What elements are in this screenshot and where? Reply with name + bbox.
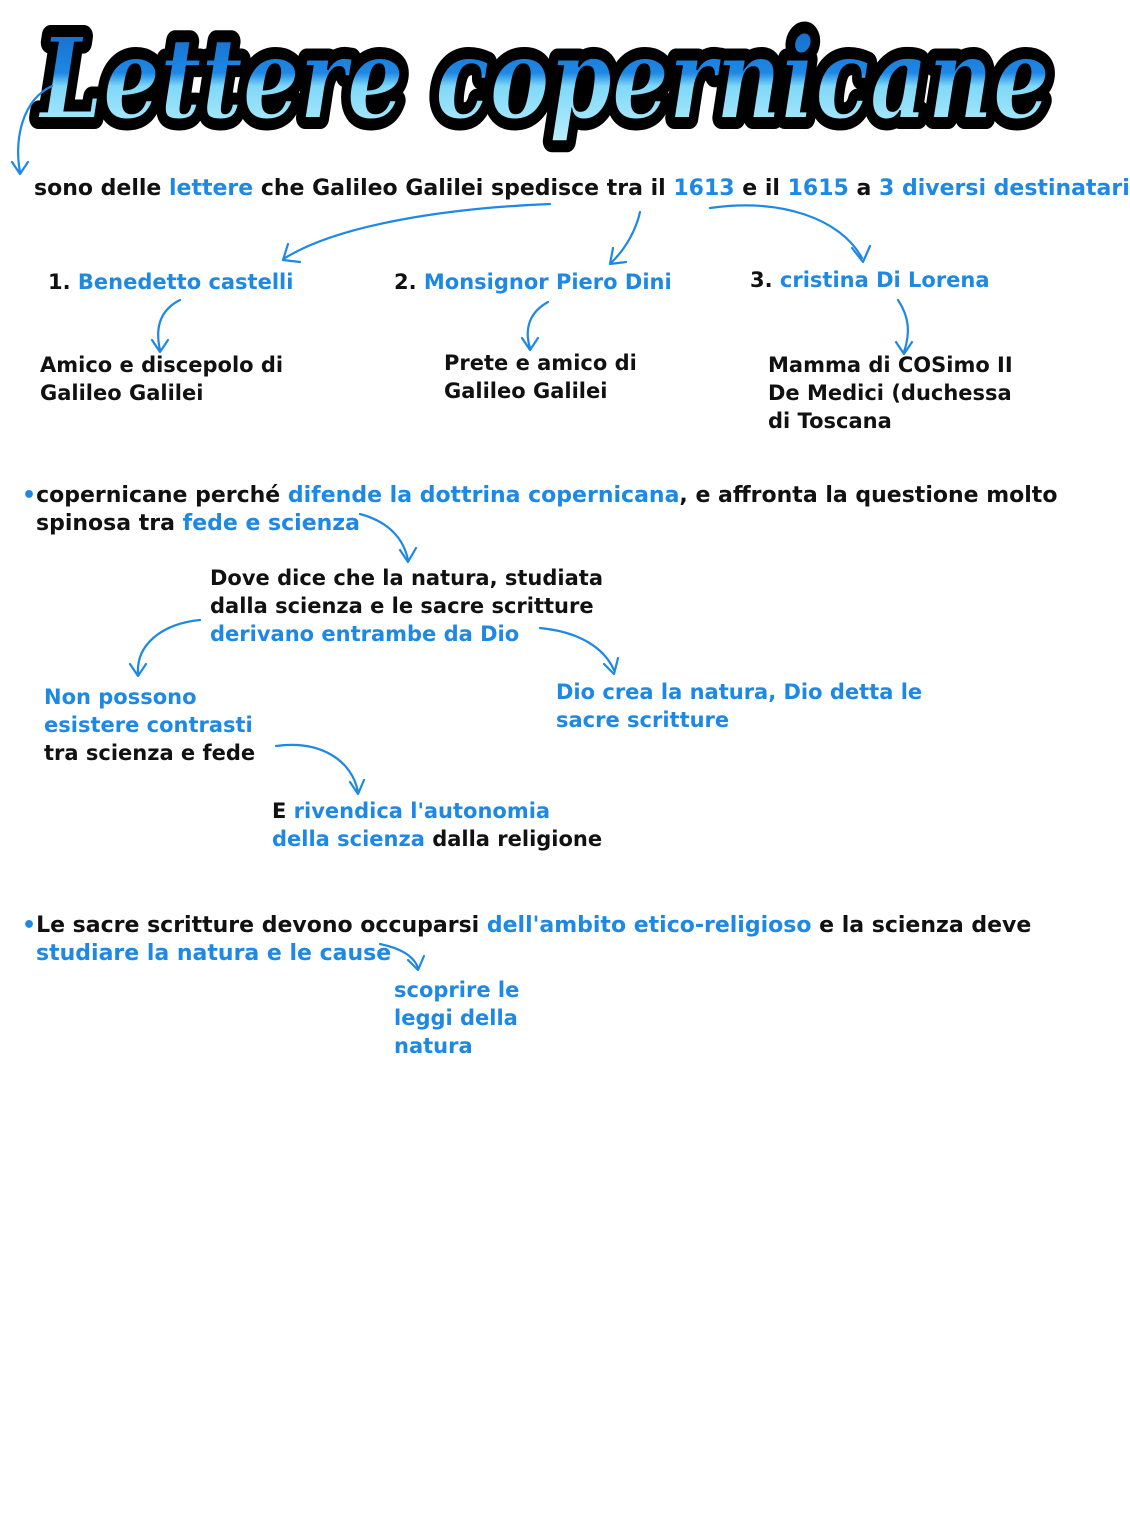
section1-paragraph xyxy=(22,482,1057,538)
section1-line-2 xyxy=(22,510,1057,538)
intro-year-start: 1613 xyxy=(673,176,735,201)
recipient-2 xyxy=(394,268,672,296)
page-title-outline: Lettere copernicane xyxy=(37,14,1051,145)
right-note xyxy=(556,678,922,734)
arrow-to-left-note xyxy=(130,620,200,676)
description-line: De Medici (duchessa xyxy=(768,381,1012,405)
recipient-number: 2. xyxy=(394,270,417,294)
highlight-part: rivendica l'autonomia xyxy=(293,799,551,823)
text-part: E xyxy=(272,799,294,823)
arrow-to-autonomy xyxy=(276,745,364,794)
right-note-line: Dio crea la natura, Dio detta le xyxy=(556,680,923,704)
arrow-desc-1 xyxy=(152,300,180,352)
intro-line xyxy=(34,175,1130,203)
text-part: dalla religione xyxy=(424,827,603,851)
highlight-part: della scienza xyxy=(272,827,425,851)
recipient-3 xyxy=(750,266,990,294)
description-line: Prete e amico di xyxy=(444,351,637,375)
section2-subnote xyxy=(394,976,519,1060)
arrow-to-recipient-1 xyxy=(283,204,550,262)
section2-line-2: studiare la natura e le cause xyxy=(36,941,392,966)
text-part: , e affronta la questione molto xyxy=(679,483,1058,508)
arrow-to-recipient-2 xyxy=(610,212,640,264)
highlight-part: dell'ambito etico-religioso xyxy=(486,913,812,938)
bullet: • xyxy=(22,483,37,508)
recipient-1-description xyxy=(40,351,283,407)
recipient-number: 3. xyxy=(750,268,773,292)
subnote-line: scoprire le xyxy=(394,978,520,1002)
intro-recipients-count: 3 diversi destinatari xyxy=(879,176,1130,201)
recipient-name: Monsignor Piero Dini xyxy=(423,270,672,294)
right-note-line: sacre scritture xyxy=(556,708,730,732)
recipient-2-description xyxy=(444,349,637,405)
autonomy-note xyxy=(272,797,602,853)
autonomy-line-1 xyxy=(272,797,602,825)
recipient-name: Benedetto castelli xyxy=(77,270,294,294)
highlight-part: difende la dottrina copernicana xyxy=(287,483,680,508)
page-title xyxy=(30,0,1070,160)
description-line: Amico e discepolo di xyxy=(40,353,284,377)
intro-part: sono delle xyxy=(34,176,169,201)
highlight-part: fede e scienza xyxy=(182,511,360,536)
subnote-line: natura xyxy=(394,1034,473,1058)
recipient-1 xyxy=(48,268,293,296)
intro-part: che Galileo Galilei spedisce tra il xyxy=(253,176,674,201)
arrow-to-recipient-3 xyxy=(710,205,870,262)
section1-line-1 xyxy=(22,482,1057,510)
bullet: • xyxy=(22,913,37,938)
page-title-text: Lettere copernicane xyxy=(37,14,1051,145)
intro-keyword-lettere: lettere xyxy=(168,176,254,201)
subnote-line: dalla scienza e le sacre scritture xyxy=(210,594,594,618)
section2-paragraph xyxy=(22,912,1031,968)
section2-line-1 xyxy=(22,912,1031,940)
left-note-line: Non possono xyxy=(44,685,197,709)
left-note xyxy=(44,683,255,767)
text-part: e la scienza deve xyxy=(811,913,1032,938)
text-part: Le sacre scritture devono occuparsi xyxy=(36,913,487,938)
arrow-desc-2 xyxy=(522,302,548,350)
subnote-line: Dove dice che la natura, studiata xyxy=(210,566,603,590)
autonomy-line-2 xyxy=(272,825,602,853)
subnote-line: leggi della xyxy=(394,1006,518,1030)
description-line: di Toscana xyxy=(768,409,892,433)
recipient-name: cristina Di Lorena xyxy=(779,268,990,292)
text-part: spinosa tra xyxy=(36,511,183,536)
intro-year-end: 1615 xyxy=(787,176,849,201)
intro-part: a xyxy=(848,176,879,201)
subnote-line: derivano entrambe da Dio xyxy=(210,622,520,646)
intro-part: e il xyxy=(734,176,788,201)
recipient-number: 1. xyxy=(48,270,71,294)
recipient-3-description xyxy=(768,351,1013,435)
description-line: Galileo Galilei xyxy=(40,381,204,405)
left-note-line: esistere contrasti xyxy=(44,713,253,737)
description-line: Galileo Galilei xyxy=(444,379,608,403)
left-note-line: tra scienza e fede xyxy=(44,741,256,765)
text-part: copernicane perché xyxy=(36,483,288,508)
arrow-desc-3 xyxy=(896,300,912,354)
section1-subnote xyxy=(210,564,603,648)
description-line: Mamma di COSimo II xyxy=(768,353,1013,377)
